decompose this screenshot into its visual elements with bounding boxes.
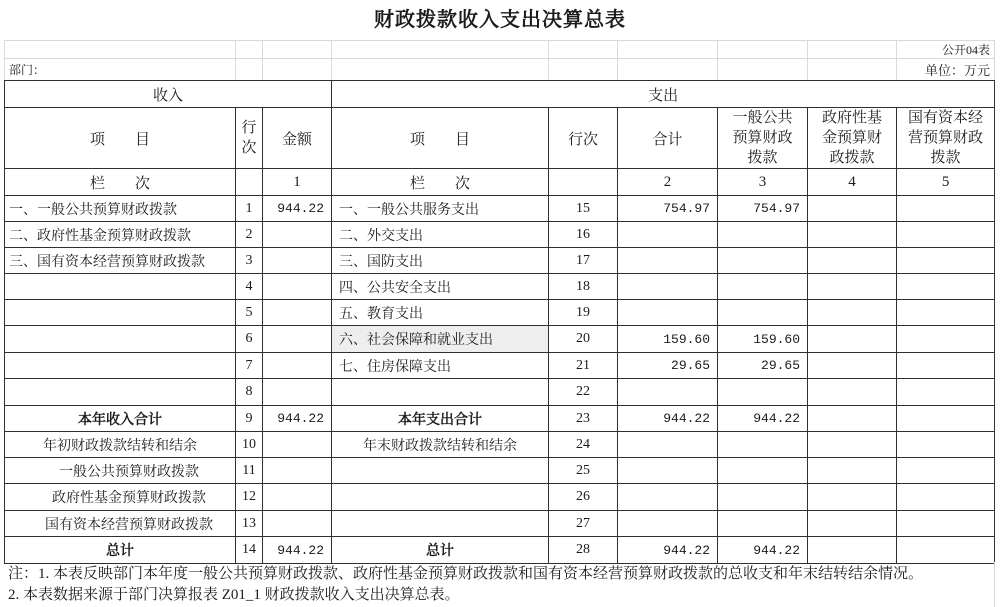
column-index-4: 4	[808, 169, 897, 196]
expenditure-item-cell	[332, 379, 549, 406]
table-row	[5, 196, 995, 222]
income-amount-cell	[263, 300, 332, 326]
header-state-capital	[897, 108, 995, 169]
income-item-cell: 政府性基金预算财政拨款	[5, 484, 236, 511]
empty-sheet-cell	[5, 41, 236, 59]
table-row	[5, 406, 995, 432]
income-line-no-cell: 14	[236, 537, 263, 564]
expenditure-total-cell	[618, 484, 718, 511]
expenditure-total-cell	[618, 432, 718, 458]
expenditure-general-budget-cell	[718, 511, 808, 537]
income-amount-cell	[263, 274, 332, 300]
table-row	[5, 511, 995, 537]
header-income-item: 项 目	[5, 108, 236, 169]
expenditure-item-cell: 四、公共安全支出	[332, 274, 549, 300]
expenditure-subtotal-total: 944.22	[618, 406, 718, 432]
header-gov-fund	[808, 108, 897, 169]
empty-sheet-cell	[549, 59, 618, 81]
column-index-income-label: 栏 次	[5, 169, 236, 196]
expenditure-general-budget-cell	[718, 484, 808, 511]
income-line-no-cell: 5	[236, 300, 263, 326]
header-expenditure-line-no: 行次	[549, 108, 618, 169]
income-line-no-cell: 11	[236, 458, 263, 484]
column-index-expenditure-label: 栏 次	[332, 169, 549, 196]
header-gov-fund-label: 政府性基金预算财政拨款	[822, 110, 883, 166]
expenditure-general-budget-cell: 29.65	[718, 353, 808, 379]
header-general-budget-label: 一般公共预算财政拨款	[732, 110, 793, 166]
income-line-no-cell: 4	[236, 274, 263, 300]
header-expenditure: 支出	[332, 81, 995, 108]
expenditure-general-budget-cell: 754.97	[718, 196, 808, 222]
expenditure-total-cell	[618, 248, 718, 274]
department-label: 部门：	[5, 59, 236, 81]
table-row	[5, 248, 995, 274]
report-title: 财政拨款收入支出决算总表	[374, 9, 626, 31]
expenditure-total-cell	[618, 222, 718, 248]
expenditure-line-no-cell: 26	[549, 484, 618, 511]
expenditure-line-no-cell: 17	[549, 248, 618, 274]
expenditure-item-cell: 一、一般公共服务支出	[332, 196, 549, 222]
sheet-caption-grid	[4, 40, 995, 81]
column-index-3: 3	[718, 169, 808, 196]
income-item-cell	[5, 379, 236, 406]
expenditure-total-cell	[618, 379, 718, 406]
income-item-cell: 年初财政拨款结转和结余	[5, 432, 236, 458]
income-line-no-cell: 13	[236, 511, 263, 537]
table-row	[5, 222, 995, 248]
empty-sheet-cell	[808, 41, 897, 59]
expenditure-state-capital-cell	[897, 511, 995, 537]
expenditure-state-capital-cell	[897, 353, 995, 379]
expenditure-total-cell: 29.65	[618, 353, 718, 379]
expenditure-line-no-cell: 20	[549, 326, 618, 353]
empty-sheet-cell	[549, 41, 618, 59]
expenditure-line-no-cell: 19	[549, 300, 618, 326]
expenditure-gov-fund-cell	[808, 379, 897, 406]
expenditure-state-capital-cell	[897, 537, 995, 564]
expenditure-total-cell: 159.60	[618, 326, 718, 353]
income-line-no-cell: 2	[236, 222, 263, 248]
expenditure-state-capital-cell	[897, 484, 995, 511]
expenditure-gov-fund-cell	[808, 248, 897, 274]
expenditure-general-budget-cell	[718, 274, 808, 300]
table-row	[5, 353, 995, 379]
income-grand-total-label: 总计	[5, 537, 236, 564]
unit-label: 单位：万元	[897, 59, 995, 81]
income-subtotal-label: 本年收入合计	[5, 406, 236, 432]
expenditure-total-cell	[618, 300, 718, 326]
form-code: 公开04表	[897, 41, 995, 59]
expenditure-grand-total-label: 总计	[332, 537, 549, 564]
income-line-no-cell: 10	[236, 432, 263, 458]
expenditure-line-no-cell: 21	[549, 353, 618, 379]
income-line-no-cell: 1	[236, 196, 263, 222]
income-amount-cell	[263, 326, 332, 353]
empty-sheet-cell	[618, 59, 718, 81]
column-index-row	[5, 169, 995, 196]
note-2: 2. 本表数据来源于部门决算报表 Z01_1 财政拨款收入支出决算总表。	[8, 587, 460, 603]
table-row	[5, 274, 995, 300]
income-amount-cell	[263, 248, 332, 274]
income-line-no-cell: 12	[236, 484, 263, 511]
expenditure-state-capital-cell	[897, 222, 995, 248]
income-item-cell: 国有资本经营预算财政拨款	[5, 511, 236, 537]
header-expenditure-item: 项 目	[332, 108, 549, 169]
income-amount-cell	[263, 458, 332, 484]
expenditure-total-cell	[618, 458, 718, 484]
department-unit-row	[5, 59, 995, 81]
table-row	[5, 484, 995, 511]
expenditure-line-no-cell: 18	[549, 274, 618, 300]
income-grand-total-amount: 944.22	[263, 537, 332, 564]
expenditure-item-cell	[332, 484, 549, 511]
expenditure-grand-total-general-budget: 944.22	[718, 537, 808, 564]
income-amount-cell	[263, 484, 332, 511]
expenditure-line-no-cell: 15	[549, 196, 618, 222]
expenditure-state-capital-cell	[897, 196, 995, 222]
empty-sheet-cell	[263, 59, 332, 81]
income-line-no-cell: 3	[236, 248, 263, 274]
income-amount-cell	[263, 379, 332, 406]
table-row	[5, 537, 995, 564]
header-row-sections	[5, 81, 995, 108]
income-subtotal-amount: 944.22	[263, 406, 332, 432]
header-general-budget	[718, 108, 808, 169]
expenditure-state-capital-cell	[897, 300, 995, 326]
income-line-no-cell: 8	[236, 379, 263, 406]
income-item-cell	[5, 300, 236, 326]
expenditure-gov-fund-cell	[808, 537, 897, 564]
empty-sheet-cell	[718, 41, 808, 59]
income-item-cell	[5, 353, 236, 379]
income-amount-cell	[263, 511, 332, 537]
expenditure-general-budget-cell	[718, 300, 808, 326]
table-row	[5, 432, 995, 458]
expenditure-gov-fund-cell	[808, 300, 897, 326]
expenditure-total-cell: 754.97	[618, 196, 718, 222]
income-amount-cell	[263, 432, 332, 458]
expenditure-state-capital-cell	[897, 458, 995, 484]
expenditure-item-cell: 年末财政拨款结转和结余	[332, 432, 549, 458]
sheet-gridline	[994, 562, 995, 607]
expenditure-subtotal-general-budget: 944.22	[718, 406, 808, 432]
empty-sheet-cell	[236, 59, 263, 81]
expenditure-gov-fund-cell	[808, 196, 897, 222]
header-row-columns	[5, 108, 995, 169]
expenditure-item-cell	[332, 458, 549, 484]
expenditure-subtotal-label: 本年支出合计	[332, 406, 549, 432]
header-income: 收入	[5, 81, 332, 108]
expenditure-gov-fund-cell	[808, 406, 897, 432]
income-line-no-cell: 9	[236, 406, 263, 432]
expenditure-line-no-cell: 23	[549, 406, 618, 432]
header-income-line-no: 行次	[236, 108, 263, 169]
expenditure-line-no-cell: 24	[549, 432, 618, 458]
expenditure-item-cell: 二、外交支出	[332, 222, 549, 248]
empty-sheet-cell	[808, 59, 897, 81]
expenditure-grand-total: 944.22	[618, 537, 718, 564]
header-total: 合计	[618, 108, 718, 169]
expenditure-item-cell: 六、社会保障和就业支出	[332, 326, 549, 353]
expenditure-gov-fund-cell	[808, 274, 897, 300]
income-amount-cell	[263, 353, 332, 379]
expenditure-gov-fund-cell	[808, 511, 897, 537]
expenditure-state-capital-cell	[897, 432, 995, 458]
income-line-no-cell: 7	[236, 353, 263, 379]
form-code-row	[5, 41, 995, 59]
empty-sheet-cell	[263, 41, 332, 59]
expenditure-general-budget-cell	[718, 432, 808, 458]
expenditure-line-no-cell: 28	[549, 537, 618, 564]
expenditure-line-no-cell: 27	[549, 511, 618, 537]
column-index-2: 2	[618, 169, 718, 196]
expenditure-item-cell: 三、国防支出	[332, 248, 549, 274]
expenditure-general-budget-cell	[718, 222, 808, 248]
expenditure-item-cell: 七、住房保障支出	[332, 353, 549, 379]
expenditure-gov-fund-cell	[808, 484, 897, 511]
expenditure-item-cell: 五、教育支出	[332, 300, 549, 326]
expenditure-general-budget-cell	[718, 458, 808, 484]
expenditure-general-budget-cell	[718, 379, 808, 406]
column-index-1: 1	[263, 169, 332, 196]
expenditure-total-cell	[618, 274, 718, 300]
header-income-amount: 金额	[263, 108, 332, 169]
expenditure-state-capital-cell	[897, 274, 995, 300]
income-item-cell: 一、一般公共预算财政拨款	[5, 196, 236, 222]
table-row	[5, 326, 995, 353]
expenditure-state-capital-cell	[897, 248, 995, 274]
column-index-empty	[549, 169, 618, 196]
empty-sheet-cell	[332, 41, 549, 59]
empty-sheet-cell	[332, 59, 549, 81]
table-row	[5, 458, 995, 484]
income-line-no-cell: 6	[236, 326, 263, 353]
table-row	[5, 379, 995, 406]
income-amount-cell	[263, 222, 332, 248]
table-row	[5, 300, 995, 326]
expenditure-item-cell	[332, 511, 549, 537]
income-item-cell	[5, 274, 236, 300]
expenditure-gov-fund-cell	[808, 326, 897, 353]
expenditure-line-no-cell: 22	[549, 379, 618, 406]
expenditure-gov-fund-cell	[808, 432, 897, 458]
column-index-5: 5	[897, 169, 995, 196]
budget-summary-table	[4, 80, 995, 564]
note-1: 注：1. 本表反映部门本年度一般公共预算财政拨款、政府性基金预算财政拨款和国有资本经营预算财政拨款的总收支和年末结转结余情况。	[8, 566, 924, 582]
expenditure-gov-fund-cell	[808, 353, 897, 379]
income-item-cell	[5, 326, 236, 353]
header-state-capital-label: 国有资本经营预算财政拨款	[908, 110, 984, 166]
expenditure-general-budget-cell: 159.60	[718, 326, 808, 353]
expenditure-general-budget-cell	[718, 248, 808, 274]
column-index-empty	[236, 169, 263, 196]
income-item-cell: 二、政府性基金预算财政拨款	[5, 222, 236, 248]
expenditure-state-capital-cell	[897, 406, 995, 432]
expenditure-gov-fund-cell	[808, 458, 897, 484]
empty-sheet-cell	[236, 41, 263, 59]
expenditure-gov-fund-cell	[808, 222, 897, 248]
empty-sheet-cell	[618, 41, 718, 59]
income-item-cell: 一般公共预算财政拨款	[5, 458, 236, 484]
empty-sheet-cell	[718, 59, 808, 81]
expenditure-total-cell	[618, 511, 718, 537]
expenditure-state-capital-cell	[897, 326, 995, 353]
expenditure-state-capital-cell	[897, 379, 995, 406]
income-amount-cell: 944.22	[263, 196, 332, 222]
expenditure-line-no-cell: 25	[549, 458, 618, 484]
income-item-cell: 三、国有资本经营预算财政拨款	[5, 248, 236, 274]
expenditure-line-no-cell: 16	[549, 222, 618, 248]
